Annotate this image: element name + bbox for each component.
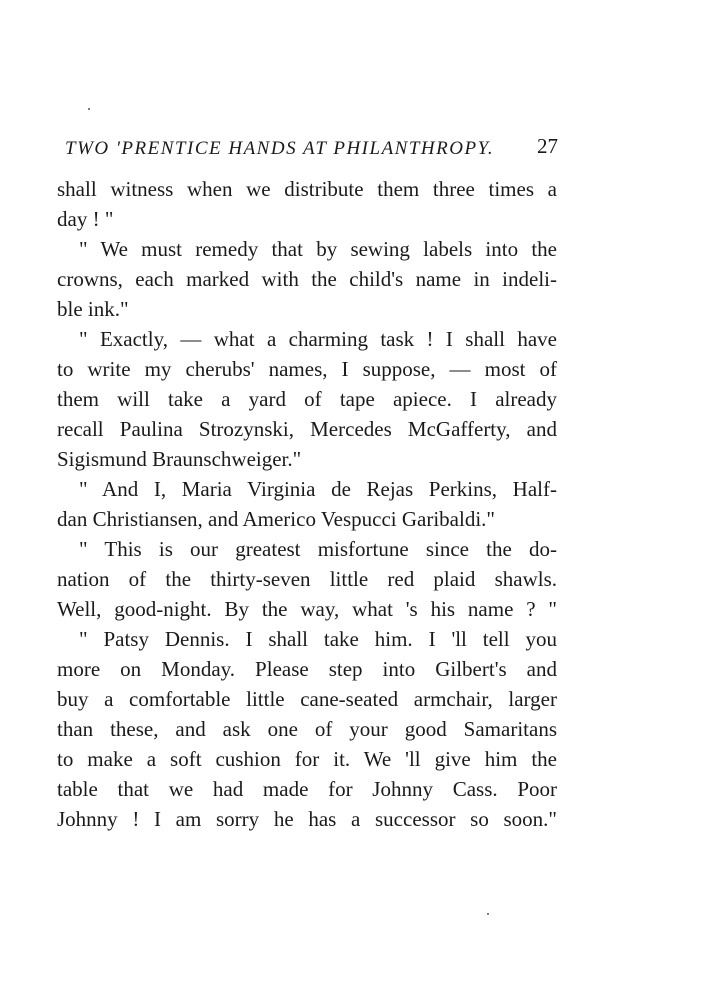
text-line: them will take a yard of tape apiece. I already [57, 387, 557, 411]
text-line: more on Monday. Please step into Gilbert's and [57, 657, 557, 681]
page-number: 27 [537, 134, 558, 158]
text-line: to write my cherubs' names, I suppose, — most of [57, 357, 557, 381]
body-text [57, 174, 557, 834]
text-line: crowns, each marked with the child's name in indeli- [57, 267, 557, 291]
paper-speck [88, 108, 90, 110]
text-line: dan Christiansen, and Americo Vespucci Garibaldi." [57, 507, 495, 531]
text-line: day ! " [57, 207, 114, 231]
paper-speck [487, 913, 489, 915]
text-line: to make a soft cushion for it. We 'll give him the [57, 747, 557, 771]
text-line: Johnny ! I am sorry he has a successor so soon." [57, 807, 557, 831]
text-line: " And I, Maria Virginia de Rejas Perkins, Half- [79, 477, 557, 501]
text-line: table that we had made for Johnny Cass. Poor [57, 777, 557, 801]
text-line: Sigismund Braunschweiger." [57, 447, 302, 471]
text-line: ble ink." [57, 297, 129, 321]
running-head-title: TWO 'PRENTICE HANDS AT PHILANTHROPY. [65, 138, 495, 159]
text-line: recall Paulina Strozynski, Mercedes McGafferty, and [57, 417, 557, 441]
text-line: " This is our greatest misfortune since the do- [79, 537, 557, 561]
text-line: " We must remedy that by sewing labels into the [79, 237, 557, 261]
text-line: buy a comfortable little cane-seated armchair, larger [57, 687, 557, 711]
text-line: than these, and ask one of your good Samaritans [57, 717, 557, 741]
text-line: " Patsy Dennis. I shall take him. I 'll tell you [79, 627, 557, 651]
text-line: shall witness when we distribute them three times a [57, 177, 557, 201]
text-line: nation of the thirty-seven little red plaid shawls. [57, 567, 557, 591]
text-line: " Exactly, — what a charming task ! I shall have [79, 327, 557, 351]
text-line: Well, good-night. By the way, what 's his name ? " [57, 597, 557, 621]
